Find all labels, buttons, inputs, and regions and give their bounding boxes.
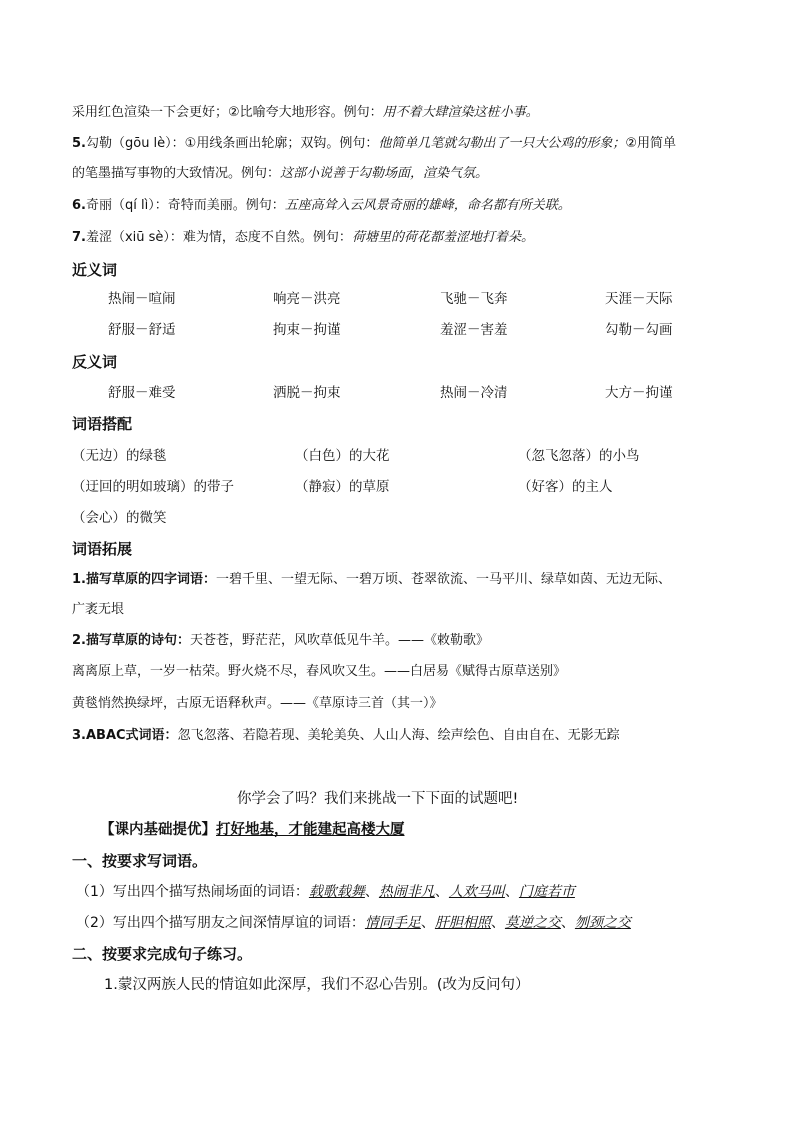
synonym-pair: 勾勒－勾画 xyxy=(605,322,673,338)
answer-word: 人欢马叫 xyxy=(448,884,505,900)
definition-item-5 xyxy=(72,134,676,154)
definition-text: 的笔墨描写事物的大致情况。例句： xyxy=(72,166,281,181)
example-sentence: 他简单几笔就勾勒出了一只大公鸡的形象； xyxy=(378,136,626,151)
question-label: （2）写出四个描写朋友之间深情厚谊的词语： xyxy=(76,915,365,931)
example-sentence: 这部小说善于勾勒场面，渲染气氛。 xyxy=(280,166,489,181)
expansion-item-3 xyxy=(72,726,620,746)
challenge-prompt: 你学会了吗？我们来挑战一下下面的试题吧! xyxy=(237,791,519,807)
question-label: （1）写出四个描写热闹场面的词语： xyxy=(76,884,309,900)
definition-text: 采用红色渲染一下会更好；②比喻夸大地形容。例句： xyxy=(72,105,383,120)
part-2-heading: 二、按要求完成句子练习。 xyxy=(72,945,253,963)
synonym-pair: 拘束－拘谨 xyxy=(273,322,341,338)
definition-line-0 xyxy=(72,103,539,123)
item-number: 5. xyxy=(72,136,86,151)
expansion-item-2 xyxy=(72,631,489,651)
synonym-pair: 热闹－喧闹 xyxy=(108,291,176,307)
collocation-item: （静寂）的草原 xyxy=(295,479,390,495)
item-text: 天苍苍，野茫茫，风吹草低见牛羊。——《敕勒歌》 xyxy=(189,633,489,648)
answer-word: 肝胆相照 xyxy=(434,915,491,931)
separator: 、 xyxy=(434,884,449,900)
antonym-pair: 热闹－冷清 xyxy=(440,385,508,401)
collocation-item: （会心）的微笑 xyxy=(72,510,167,526)
synonym-pair: 飞驰－飞奔 xyxy=(440,291,508,307)
collocations-heading: 词语搭配 xyxy=(72,415,133,433)
sentence-exercise-1: 1.蒙汉两族人民的情谊如此深厚，我们不忍心告别。(改为反问句） xyxy=(104,977,530,993)
collocation-item: （好客）的主人 xyxy=(518,479,613,495)
item-text: 一碧千里、一望无际、一碧万顷、苍翠欲流、一马平川、绿草如茵、无边无际、 xyxy=(215,572,671,587)
collocation-item: （无边）的绿毯 xyxy=(72,448,167,464)
answer-word: 情同手足 xyxy=(364,915,421,931)
synonym-pair: 羞涩－害羞 xyxy=(440,322,508,338)
separator: 、 xyxy=(490,915,505,931)
definition-item-6 xyxy=(72,196,571,216)
synonym-pair: 响亮－洪亮 xyxy=(273,291,341,307)
separator: 、 xyxy=(364,884,379,900)
expansion-heading: 词语拓展 xyxy=(72,540,133,558)
part-1-heading: 一、按要求写词语。 xyxy=(72,852,208,870)
poem-line: 离离原上草，一岁一枯荣。野火烧不尽，春风吹又生。——白居易《赋得古原草送别》 xyxy=(72,664,567,679)
answer-word: 莫逆之交 xyxy=(504,915,561,931)
synonyms-heading: 近义词 xyxy=(72,261,118,279)
definition-item-7 xyxy=(72,228,534,248)
definition-text: 羞涩（xiū sè）：难为情，态度不自然。例句： xyxy=(85,230,352,245)
item-label: 1.描写草原的四字词语： xyxy=(72,572,216,587)
definition-text: 奇丽（qí lì）：奇特而美丽。例句： xyxy=(85,198,285,213)
example-sentence: 五座高耸入云风景奇丽的雄峰，命名都有所关联。 xyxy=(284,198,571,213)
expansion-item-1-cont: 广袤无垠 xyxy=(72,602,125,617)
definition-text: 勾勒（gōu lè）：①用线条画出轮廓；双钩。例句： xyxy=(85,136,379,151)
item-label: 3.ABAC式词语： xyxy=(72,728,178,743)
antonyms-heading: 反义词 xyxy=(72,353,118,371)
synonym-pair: 天涯－天际 xyxy=(605,291,673,307)
synonym-pair: 舒服－舒适 xyxy=(108,322,176,338)
item-text: 忽飞忽落、若隐若现、美轮美奂、人山人海、绘声绘色、自由自在、无影无踪 xyxy=(177,728,620,743)
expansion-item-1 xyxy=(72,570,671,590)
section-header xyxy=(100,820,405,840)
item-label: 2.描写草原的诗句： xyxy=(72,633,190,648)
item-number: 6. xyxy=(72,198,86,213)
definition-item-5-cont xyxy=(72,164,488,184)
separator: 、 xyxy=(420,915,435,931)
collocation-item: （忽飞忽落）的小鸟 xyxy=(518,448,640,464)
definition-text-2: ②用简单 xyxy=(625,136,676,151)
antonym-pair: 大方－拘谨 xyxy=(605,385,673,401)
example-sentence: 用不着大肆渲染这桩小事。 xyxy=(382,105,539,120)
collocation-item: （迂回的明如玻璃）的带子 xyxy=(72,479,234,495)
example-sentence: 荷塘里的荷花都羞涩地打着朵。 xyxy=(351,230,534,245)
answer-word: 载歌载舞 xyxy=(308,884,365,900)
antonym-pair: 洒脱－拘束 xyxy=(273,385,341,401)
section-title: 打好地基，才能建起高楼大厦 xyxy=(216,822,405,838)
antonym-pair: 舒服－难受 xyxy=(108,385,176,401)
question-2 xyxy=(76,913,631,933)
separator: 、 xyxy=(560,915,575,931)
collocation-item: （白色）的大花 xyxy=(295,448,390,464)
answer-word: 热闹非凡 xyxy=(378,884,435,900)
separator: 、 xyxy=(504,884,519,900)
poem-line: 黄毯悄然换绿坪，古原无语释秋声。——《草原诗三首（其一）》 xyxy=(72,696,443,711)
answer-word: 刎颈之交 xyxy=(574,915,631,931)
answer-word: 门庭若市 xyxy=(518,884,575,900)
item-number: 7. xyxy=(72,230,86,245)
section-tag: 【课内基础提优】 xyxy=(100,822,216,838)
question-1 xyxy=(76,882,575,902)
